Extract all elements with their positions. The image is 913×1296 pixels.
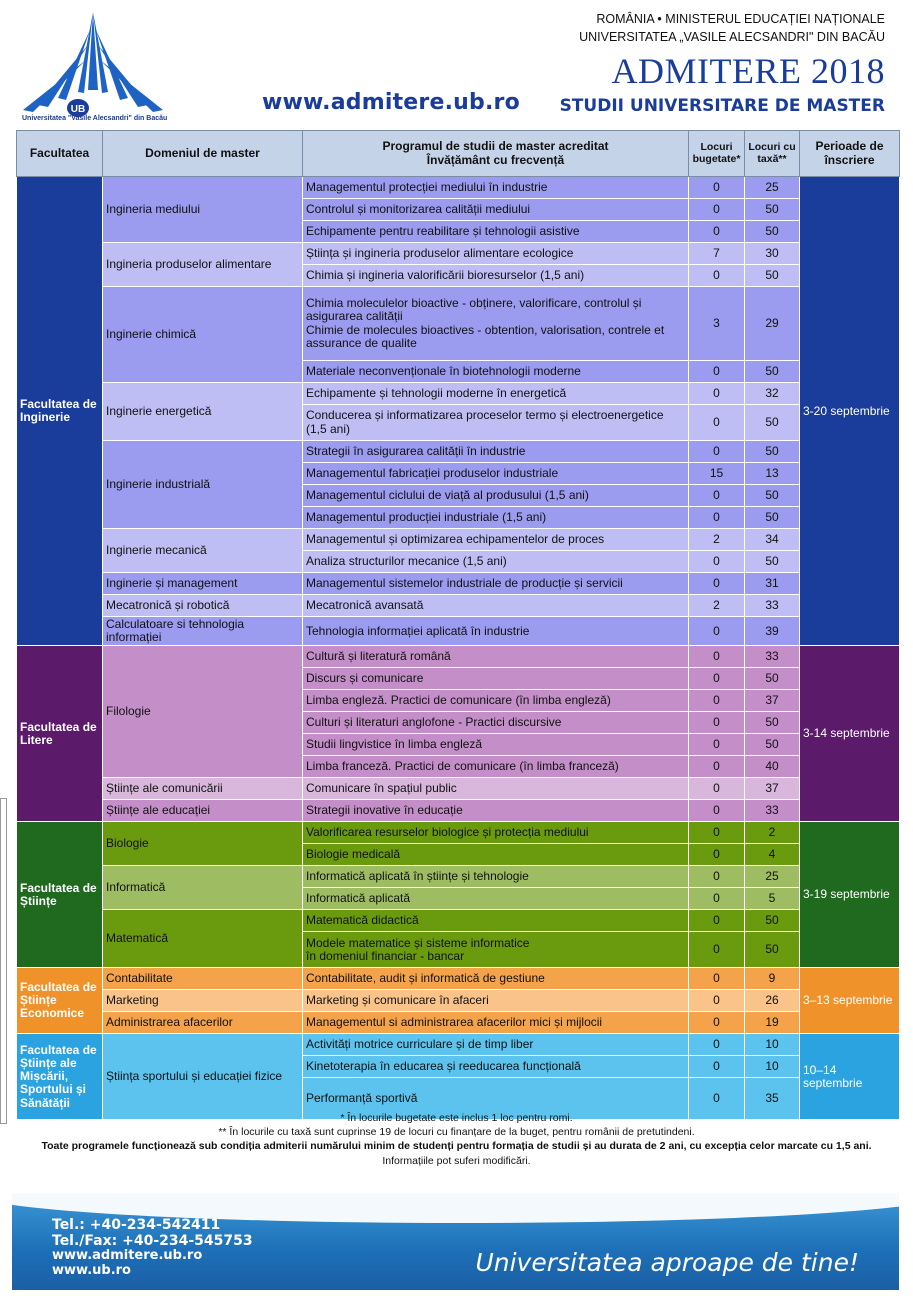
fee-seats: 31 — [745, 573, 800, 595]
website-link[interactable]: www.admitere.ub.ro — [262, 90, 520, 115]
faculty-cell: Facultatea de Litere — [17, 646, 103, 822]
budget-seats: 0 — [689, 866, 745, 888]
domain-cell: Inginerie industrială — [103, 441, 303, 529]
domain-cell: Știința sportului și educației fizice — [103, 1034, 303, 1120]
program-cell — [303, 1012, 689, 1034]
col-header-period: Perioade de înscriere — [800, 131, 900, 177]
program-name-alt: Chimie de molecules bioactives - obtention, valorisation, contrele et assurance de qualite — [306, 322, 665, 350]
program-name: Managementul fabricației produselor industriale — [306, 465, 559, 480]
phone: Tel.: +40-234-542411 — [52, 1217, 221, 1233]
program-cell — [303, 177, 689, 199]
table-row — [17, 595, 900, 617]
table-row — [17, 287, 900, 361]
program-cell — [303, 844, 689, 866]
footer-website-ub[interactable]: www.ub.ro — [52, 1263, 131, 1279]
fee-seats: 13 — [745, 463, 800, 485]
fee-seats: 33 — [745, 595, 800, 617]
program-cell — [303, 507, 689, 529]
budget-seats: 0 — [689, 507, 745, 529]
budget-seats: 0 — [689, 646, 745, 668]
budget-seats: 0 — [689, 668, 745, 690]
ministry-name: ROMÂNIA • MINISTERUL EDUCAȚIEI NAȚIONALE — [596, 12, 885, 26]
budget-seats: 0 — [689, 756, 745, 778]
budget-seats: 0 — [689, 573, 745, 595]
fee-seats: 50 — [745, 668, 800, 690]
faculty-cell: Facultatea de Științe Economice — [17, 968, 103, 1034]
program-name: Mecatronică avansată — [306, 597, 424, 612]
table-row — [17, 573, 900, 595]
fee-seats: 30 — [745, 243, 800, 265]
budget-seats: 3 — [689, 287, 745, 361]
budget-seats: 2 — [689, 529, 745, 551]
fee-seats: 19 — [745, 1012, 800, 1034]
fee-seats: 26 — [745, 990, 800, 1012]
program-cell — [303, 910, 689, 932]
program-name: Chimia moleculelor bioactive - obținere, valorificare, controlul și asigurarea calității — [306, 296, 642, 324]
program-cell — [303, 866, 689, 888]
budget-seats: 0 — [689, 441, 745, 463]
fee-seats: 9 — [745, 968, 800, 990]
contact-block — [52, 1217, 253, 1279]
fee-seats: 37 — [745, 778, 800, 800]
program-cell — [303, 441, 689, 463]
budget-seats: 0 — [689, 485, 745, 507]
program-cell — [303, 646, 689, 668]
program-name: Managementul si administrarea afacerilor mici și mijlocii — [306, 1015, 603, 1030]
program-cell — [303, 529, 689, 551]
table-row — [17, 529, 900, 551]
fee-seats: 50 — [745, 551, 800, 573]
fee-seats: 50 — [745, 221, 800, 243]
program-name: Analiza structurilor mecanice (1,5 ani) — [306, 553, 507, 568]
program-cell — [303, 361, 689, 383]
budget-seats: 0 — [689, 1034, 745, 1056]
program-name: Valorificarea resurselor biologice și protecția mediului — [306, 825, 589, 840]
col-header-domain: Domeniul de master — [103, 131, 303, 177]
budget-seats: 0 — [689, 888, 745, 910]
domain-cell: Biologie — [103, 822, 303, 866]
domain-cell: Mecatronică și robotică — [103, 595, 303, 617]
program-cell — [303, 1056, 689, 1078]
domain-cell: Științe ale educației — [103, 800, 303, 822]
program-cell — [303, 573, 689, 595]
table-row — [17, 646, 900, 668]
program-cell — [303, 265, 689, 287]
university-logo-icon — [18, 10, 168, 128]
budget-seats: 0 — [689, 199, 745, 221]
domain-cell: Marketing — [103, 990, 303, 1012]
program-cell — [303, 617, 689, 646]
table-row — [17, 968, 900, 990]
budget-seats: 0 — [689, 690, 745, 712]
budget-seats: 0 — [689, 221, 745, 243]
fee-seats: 50 — [745, 932, 800, 968]
program-name: Informatică aplicată în științe și tehnologie — [306, 869, 529, 884]
budget-seats: 0 — [689, 617, 745, 646]
footer-banner — [12, 1193, 899, 1290]
fee-seats: 2 — [745, 822, 800, 844]
fee-seats: 50 — [745, 910, 800, 932]
program-cell — [303, 595, 689, 617]
fee-seats: 10 — [745, 1056, 800, 1078]
side-strip — [0, 798, 7, 1124]
budget-seats: 0 — [689, 910, 745, 932]
program-name: Materiale neconvenționale în biotehnologii moderne — [306, 363, 581, 378]
footnotes — [0, 1111, 913, 1168]
program-cell — [303, 287, 689, 361]
budget-seats: 0 — [689, 712, 745, 734]
program-cell — [303, 932, 689, 968]
university-name: UNIVERSITATEA „VASILE ALECSANDRI" DIN BACĂU — [579, 30, 885, 44]
col-header-fee: Locuri cu taxă** — [745, 131, 800, 177]
budget-seats: 0 — [689, 405, 745, 441]
program-name: Managementul protecției mediului în industrie — [306, 179, 548, 194]
period-cell: 3-20 septembrie — [800, 177, 900, 646]
budget-seats: 2 — [689, 595, 745, 617]
fee-seats: 29 — [745, 287, 800, 361]
budget-seats: 0 — [689, 968, 745, 990]
budget-seats: 0 — [689, 551, 745, 573]
budget-seats: 15 — [689, 463, 745, 485]
budget-seats: 0 — [689, 778, 745, 800]
fee-seats: 32 — [745, 383, 800, 405]
table-row — [17, 822, 900, 844]
period-cell: 10–14 septembrie — [800, 1034, 900, 1120]
fee-seats: 33 — [745, 800, 800, 822]
program-cell — [303, 712, 689, 734]
domain-cell: Inginerie mecanică — [103, 529, 303, 573]
program-name: Echipamente și tehnologii moderne în energetică — [306, 385, 567, 400]
domain-cell: Informatică — [103, 866, 303, 910]
table-row — [17, 441, 900, 463]
program-cell — [303, 778, 689, 800]
fee-seats: 50 — [745, 507, 800, 529]
program-cell — [303, 734, 689, 756]
footnote-3: Toate programele funcționează sub condiția admiterii numărului minim de studenți pentru formația de studii și au durata de 2 ani, cu excepția celor marcate cu 1,5 ani. — [41, 1140, 872, 1153]
program-name: Managementul și optimizarea echipamentelor de proces — [306, 531, 605, 546]
domain-cell: Contabilitate — [103, 968, 303, 990]
fax: Tel./Fax: +40-234-545753 — [52, 1233, 253, 1250]
program-name: Limba engleză. Practici de comunicare (în limba engleză) — [306, 693, 611, 708]
fee-seats: 37 — [745, 690, 800, 712]
program-name: Strategii inovative în educație — [306, 803, 463, 818]
table-row — [17, 910, 900, 932]
fee-seats: 50 — [745, 734, 800, 756]
table-row — [17, 1012, 900, 1034]
page-title: ADMITERE 2018 — [611, 51, 885, 91]
table-row — [17, 778, 900, 800]
fee-seats: 5 — [745, 888, 800, 910]
header — [0, 0, 913, 128]
domain-cell: Administrarea afacerilor — [103, 1012, 303, 1034]
program-name: Discurs și comunicare — [306, 671, 424, 686]
fee-seats: 35 — [745, 1078, 800, 1120]
admission-table — [16, 130, 900, 1120]
fee-seats: 10 — [745, 1034, 800, 1056]
table-row — [17, 1034, 900, 1056]
footnote-4: Informațiile pot suferi modificări. — [382, 1154, 531, 1167]
domain-cell: Inginerie și management — [103, 573, 303, 595]
table-row — [17, 617, 900, 646]
col-header-budget: Locuri bugetate* — [689, 131, 745, 177]
program-name: Echipamente pentru reabilitare și tehnologii asistive — [306, 223, 580, 238]
program-cell — [303, 990, 689, 1012]
table-row — [17, 866, 900, 888]
program-name: Modele matematice și sisteme informatice — [306, 935, 530, 950]
program-name: Managementul producției industriale (1,5 ani) — [306, 509, 547, 524]
svg-text:UB: UB — [70, 104, 86, 115]
program-name: Informatică aplicată — [306, 891, 411, 906]
logo-caption: Universitatea "Vasile Alecsandri" din Bacău — [22, 115, 168, 122]
program-cell — [303, 1034, 689, 1056]
program-name: Managementul ciclului de viață al produsului (1,5 ani) — [306, 487, 589, 502]
table-row — [17, 990, 900, 1012]
fee-seats: 50 — [745, 405, 800, 441]
domain-cell: Filologie — [103, 646, 303, 778]
budget-seats: 0 — [689, 1078, 745, 1120]
budget-seats: 0 — [689, 383, 745, 405]
program-name: Chimia și ingineria valorificării bioresurselor (1,5 ani) — [306, 267, 585, 282]
period-cell: 3-14 septembrie — [800, 646, 900, 822]
footnote-1: * În locurile bugetate este inclus 1 loc pentru romi. — [340, 1112, 573, 1124]
program-name: Studii lingvistice în limba engleză — [306, 737, 483, 752]
program-name: Biologie medicală — [306, 847, 401, 862]
col-header-faculty: Facultatea — [17, 131, 103, 177]
program-cell — [303, 968, 689, 990]
period-cell: 3–13 septembrie — [800, 968, 900, 1034]
program-name: Conducerea și informatizarea proceselor termo și electroenergetice (1,5 ani) — [306, 408, 664, 436]
program-cell — [303, 463, 689, 485]
fee-seats: 50 — [745, 441, 800, 463]
program-cell — [303, 690, 689, 712]
fee-seats: 50 — [745, 712, 800, 734]
budget-seats: 0 — [689, 734, 745, 756]
table-row — [17, 177, 900, 199]
program-cell — [303, 221, 689, 243]
budget-seats: 0 — [689, 932, 745, 968]
program-name: Culturi și literaturi anglofone - Practici discursive — [306, 715, 562, 730]
footer-website-admitere[interactable]: www.admitere.ub.ro — [52, 1248, 203, 1264]
domain-cell: Ingineria produselor alimentare — [103, 243, 303, 287]
budget-seats: 0 — [689, 800, 745, 822]
program-name: Contabilitate, audit și informatică de gestiune — [306, 971, 545, 986]
table-row — [17, 383, 900, 405]
domain-cell: Inginerie energetică — [103, 383, 303, 441]
program-cell — [303, 243, 689, 265]
fee-seats: 50 — [745, 485, 800, 507]
program-cell — [303, 800, 689, 822]
fee-seats: 25 — [745, 866, 800, 888]
faculty-cell: Facultatea de Științe — [17, 822, 103, 968]
col-header-program: Programul de studii de master acreditat Învățământ cu frecvență — [303, 131, 689, 177]
domain-cell: Calculatoare si tehnologia informației — [103, 617, 303, 646]
budget-seats: 0 — [689, 1056, 745, 1078]
slogan: Universitatea aproape de tine! — [475, 1248, 859, 1277]
domain-cell: Științe ale comunicării — [103, 778, 303, 800]
faculty-cell: Facultatea de Inginerie — [17, 177, 103, 646]
table-row — [17, 243, 900, 265]
program-cell — [303, 405, 689, 441]
program-cell — [303, 199, 689, 221]
faculty-cell: Facultatea de Științe ale Mișcării, Sportului și Sănătății — [17, 1034, 103, 1120]
program-name: Kinetoterapia în educarea și reeducarea funcțională — [306, 1059, 581, 1074]
fee-seats: 50 — [745, 199, 800, 221]
budget-seats: 0 — [689, 361, 745, 383]
program-name: Tehnologia informației aplicată în industrie — [306, 623, 530, 638]
budget-seats: 0 — [689, 265, 745, 287]
program-name: Strategii în asigurarea calității în industrie — [306, 443, 526, 458]
program-name-alt: în domeniul financiar - bancar — [306, 948, 465, 963]
fee-seats: 50 — [745, 265, 800, 287]
fee-seats: 25 — [745, 177, 800, 199]
fee-seats: 34 — [745, 529, 800, 551]
budget-seats: 7 — [689, 243, 745, 265]
budget-seats: 0 — [689, 844, 745, 866]
program-cell — [303, 756, 689, 778]
program-name: Comunicare în spațiul public — [306, 781, 457, 796]
program-name: Știința și ingineria produselor alimentare ecologice — [306, 245, 574, 260]
program-name: Performanță sportivă — [306, 1091, 418, 1106]
program-name: Activități motrice curriculare și de timp liber — [306, 1037, 534, 1052]
program-cell — [303, 551, 689, 573]
program-name: Marketing și comunicare în afaceri — [306, 993, 489, 1008]
program-cell — [303, 383, 689, 405]
domain-cell: Matematică — [103, 910, 303, 968]
budget-seats: 0 — [689, 822, 745, 844]
domain-cell: Ingineria mediului — [103, 177, 303, 243]
budget-seats: 0 — [689, 1012, 745, 1034]
fee-seats: 40 — [745, 756, 800, 778]
page-subtitle: STUDII UNIVERSITARE DE MASTER — [559, 96, 885, 116]
program-name: Matematică didactică — [306, 913, 419, 928]
program-name: Cultură și literatură română — [306, 649, 451, 664]
fee-seats: 4 — [745, 844, 800, 866]
fee-seats: 33 — [745, 646, 800, 668]
program-cell — [303, 668, 689, 690]
footnote-2: ** În locurile cu taxă sunt cuprinse 19 de locuri cu finanțare de la buget, pentru românii de pretutindeni. — [218, 1126, 695, 1139]
budget-seats: 0 — [689, 177, 745, 199]
program-name: Managementul sistemelor industriale de producție și servicii — [306, 575, 623, 590]
program-name: Limba franceză. Practici de comunicare (în limba franceză) — [306, 759, 619, 774]
fee-seats: 39 — [745, 617, 800, 646]
program-cell — [303, 822, 689, 844]
fee-seats: 50 — [745, 361, 800, 383]
budget-seats: 0 — [689, 990, 745, 1012]
period-cell: 3-19 septembrie — [800, 822, 900, 968]
table-row — [17, 800, 900, 822]
program-name: Controlul și monitorizarea calității mediului — [306, 201, 531, 216]
program-cell — [303, 485, 689, 507]
program-cell — [303, 888, 689, 910]
domain-cell: Inginerie chimică — [103, 287, 303, 383]
